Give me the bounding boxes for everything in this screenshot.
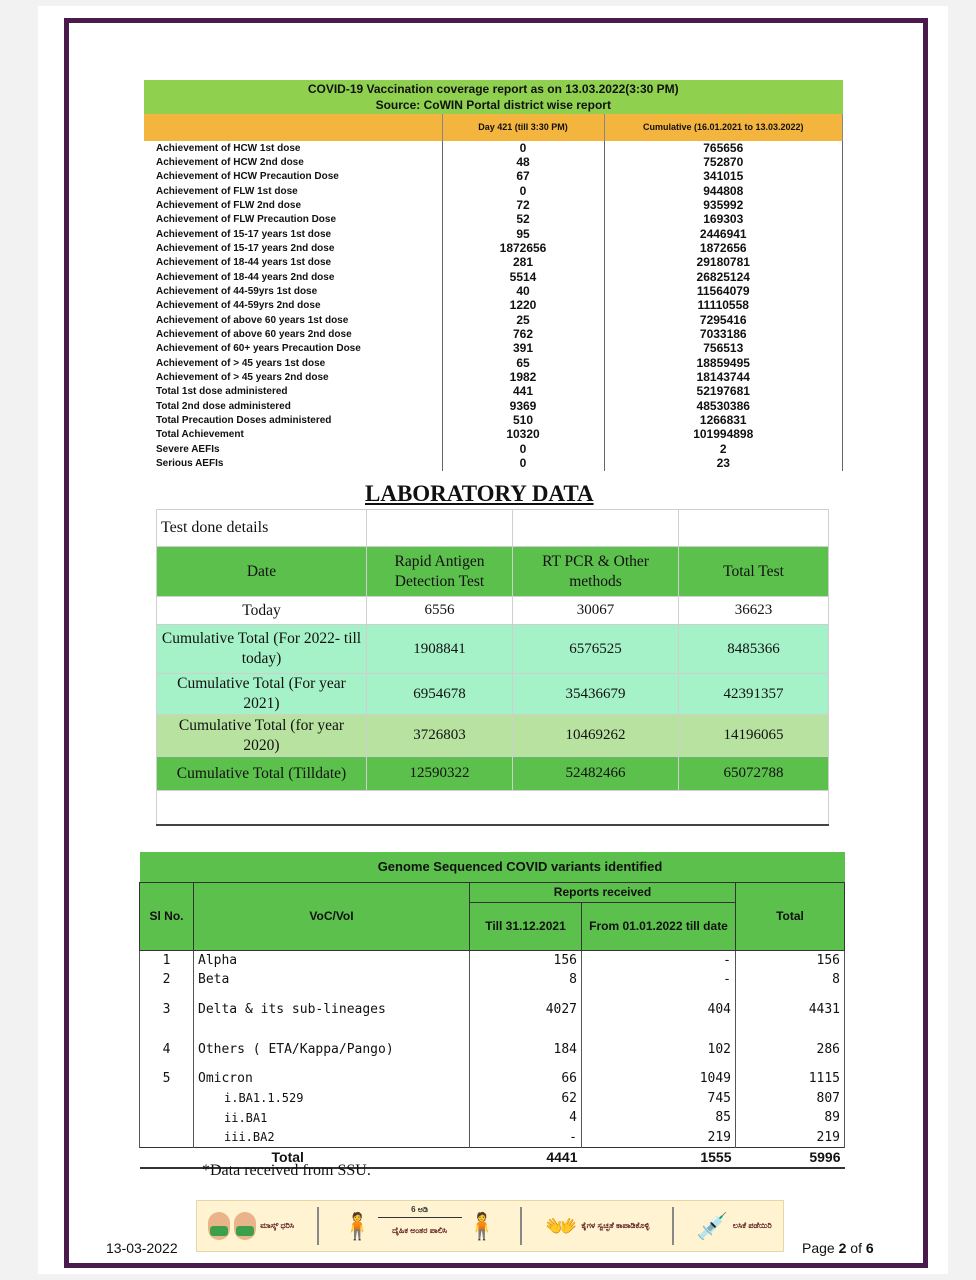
vaccination-row <box>144 299 843 313</box>
genome-table <box>139 852 845 1169</box>
genome-row <box>140 989 845 1029</box>
genome-total-till: 4441 <box>470 1147 582 1168</box>
genome-sl: 5 <box>140 1069 194 1089</box>
vaccination-row <box>144 356 843 370</box>
vaccination-cum-value: 752870 <box>604 155 843 169</box>
genome-variant-name: Alpha <box>194 950 470 970</box>
vaccination-row <box>144 270 843 284</box>
vaccination-day-value: 65 <box>442 356 604 370</box>
vaccination-cum-value: 2 <box>604 442 843 456</box>
person-icon: 🧍 <box>341 1210 374 1241</box>
lab-row <box>157 625 829 674</box>
lab-rtpcr-value: 35436679 <box>513 674 679 715</box>
masked-face-icon <box>208 1212 230 1240</box>
vaccination-row <box>144 414 843 428</box>
genome-variant-name: Delta & its sub-lineages <box>194 989 470 1029</box>
vaccination-day-value: 25 <box>442 313 604 327</box>
vaccination-row-label: Total Achievement <box>144 428 442 442</box>
banner-divider <box>672 1207 674 1245</box>
genome-total-label: Total <box>194 1147 470 1168</box>
vaccination-cum-value: 18859495 <box>604 356 843 370</box>
genome-till-value: 4027 <box>470 989 582 1029</box>
vaccination-row-label: Achievement of FLW Precaution Dose <box>144 213 442 227</box>
lab-row <box>157 757 829 791</box>
lab-rat-value: 12590322 <box>367 757 513 791</box>
genome-total-from: 1555 <box>582 1147 736 1168</box>
lab-row-label: Cumulative Total (For 2022- till today) <box>157 625 367 674</box>
vaccination-day-value: 1982 <box>442 371 604 385</box>
genome-variant-name: Others ( ETA/Kappa/Pango) <box>194 1029 470 1069</box>
person-icon: 🧍 <box>465 1210 498 1241</box>
vaccination-row <box>144 256 843 270</box>
vaccination-row <box>144 399 843 413</box>
genome-row <box>140 1128 845 1148</box>
vaccination-day-value: 48 <box>442 155 604 169</box>
vaccination-title: COVID-19 Vaccination coverage report as on 13.03.2022(3:30 PM) Source: CoWIN Portal district wise report <box>144 80 843 114</box>
distance-segment <box>341 1204 498 1242</box>
genome-total-value: 8 <box>736 970 845 990</box>
genome-row <box>140 970 845 990</box>
lab-header-total: Total Test <box>679 547 829 597</box>
distance-arrow-icon: 6 ಅಡಿ <box>378 1217 462 1218</box>
distance-text: ದೈಹಿಕ ಅಂತರ ಪಾಲಿಸಿ <box>392 1225 448 1235</box>
vaccination-cum-value: 11110558 <box>604 299 843 313</box>
genome-total-value: 4431 <box>736 989 845 1029</box>
genome-total-value: 1115 <box>736 1069 845 1089</box>
lab-row-label: Cumulative Total (Tilldate) <box>157 757 367 791</box>
genome-from-value: - <box>582 970 736 990</box>
genome-total-value: 219 <box>736 1128 845 1148</box>
genome-header-sl: Sl No. <box>140 882 194 950</box>
genome-variant-name: ii.BA1 <box>194 1108 470 1128</box>
vaccination-cum-value: 18143744 <box>604 371 843 385</box>
vaccination-row-label: Severe AEFIs <box>144 442 442 456</box>
vaccination-row <box>144 385 843 399</box>
vaccination-cum-value: 26825124 <box>604 270 843 284</box>
hand-wash-icon: 👐 <box>544 1210 578 1241</box>
vaccination-day-value: 391 <box>442 342 604 356</box>
wash-segment <box>545 1211 649 1242</box>
vaccination-icon: 💉 <box>696 1210 729 1241</box>
vaccination-row <box>144 213 843 227</box>
genome-row <box>140 1108 845 1128</box>
vaccination-cum-value: 48530386 <box>604 399 843 413</box>
genome-total-value: 89 <box>736 1108 845 1128</box>
lab-total-value: 14196065 <box>679 715 829 757</box>
genome-till-value: 184 <box>470 1029 582 1069</box>
genome-total-value: 286 <box>736 1029 845 1069</box>
lab-rat-value: 6954678 <box>367 674 513 715</box>
lab-row <box>157 715 829 757</box>
vaccination-day-value: 10320 <box>442 428 604 442</box>
lab-total-value: 8485366 <box>679 625 829 674</box>
genome-till-value: 62 <box>470 1089 582 1109</box>
vaccination-row <box>144 141 843 155</box>
vaccination-row <box>144 155 843 169</box>
vaccination-day-value: 762 <box>442 327 604 341</box>
mask-segment <box>208 1212 294 1240</box>
lab-total-value: 42391357 <box>679 674 829 715</box>
vaccination-cum-value: 169303 <box>604 213 843 227</box>
banner-divider <box>520 1207 522 1245</box>
vaccination-row-label: Achievement of HCW 2nd dose <box>144 155 442 169</box>
vaccination-source: Source: CoWIN Portal district wise report <box>375 98 611 112</box>
vaccination-row <box>144 342 843 356</box>
genome-from-value: 85 <box>582 1108 736 1128</box>
genome-sl: 3 <box>140 989 194 1029</box>
vaccination-day-value: 510 <box>442 414 604 428</box>
genome-till-value: 66 <box>470 1069 582 1089</box>
lab-row <box>157 597 829 625</box>
vaccination-row-label: Achievement of 15-17 years 2nd dose <box>144 241 442 255</box>
vaccination-row <box>144 227 843 241</box>
vaccination-row-label: Achievement of HCW Precaution Dose <box>144 170 442 184</box>
genome-header-reports: Reports received <box>470 882 736 902</box>
lab-header-rtpcr: RT PCR & Other methods <box>513 547 679 597</box>
vaccination-row-label: Achievement of 60+ years Precaution Dose <box>144 342 442 356</box>
genome-till-value: 4 <box>470 1108 582 1128</box>
vaccination-row-label: Achievement of > 45 years 2nd dose <box>144 371 442 385</box>
genome-header-from: From 01.01.2022 till date <box>582 902 736 950</box>
lab-rtpcr-value: 6576525 <box>513 625 679 674</box>
vaccination-row <box>144 428 843 442</box>
vaccination-row <box>144 371 843 385</box>
vaccination-day-value: 40 <box>442 284 604 298</box>
vaccination-cum-value: 29180781 <box>604 256 843 270</box>
lab-rat-value: 6556 <box>367 597 513 625</box>
vaccination-day-header: Day 421 (till 3:30 PM) <box>442 114 604 141</box>
vaccination-day-value: 5514 <box>442 270 604 284</box>
vaccination-row <box>144 184 843 198</box>
vaccination-row-label: Achievement of above 60 years 1st dose <box>144 313 442 327</box>
vaccination-day-value: 9369 <box>442 399 604 413</box>
lab-caption: Test done details <box>157 510 367 547</box>
genome-row <box>140 1069 845 1089</box>
vaccination-day-value: 1872656 <box>442 241 604 255</box>
vaccination-day-value: 1220 <box>442 299 604 313</box>
genome-sl: 1 <box>140 950 194 970</box>
genome-from-value: 102 <box>582 1029 736 1069</box>
vaccination-day-value: 281 <box>442 256 604 270</box>
vaccine-text: ಲಸಿಕೆ ಪಡೆಯಿರಿ <box>732 1221 772 1230</box>
genome-variant-name: Omicron <box>194 1069 470 1089</box>
lab-table <box>156 509 829 826</box>
vaccination-row <box>144 313 843 327</box>
lab-rtpcr-value: 52482466 <box>513 757 679 791</box>
genome-variant-name: i.BA1.1.529 <box>194 1089 470 1109</box>
genome-from-value: - <box>582 950 736 970</box>
genome-from-value: 745 <box>582 1089 736 1109</box>
genome-variant-name: Beta <box>194 970 470 990</box>
genome-title: Genome Sequenced COVID variants identified <box>140 852 845 882</box>
vaccination-cum-value: 944808 <box>604 184 843 198</box>
wash-text: ಕೈಗಳ ಸ್ವಚ್ಛತೆ ಕಾಪಾಡಿಕೊಳ್ಳಿ <box>581 1221 650 1230</box>
vaccination-cum-value: 101994898 <box>604 428 843 442</box>
genome-total-total: 5996 <box>736 1147 845 1168</box>
vaccination-row-label: Serious AEFIs <box>144 457 442 471</box>
lab-rtpcr-value: 10469262 <box>513 715 679 757</box>
vaccination-cum-value: 1872656 <box>604 241 843 255</box>
vaccination-day-value: 441 <box>442 385 604 399</box>
vaccination-day-value: 0 <box>442 457 604 471</box>
vaccination-cum-value: 23 <box>604 457 843 471</box>
vaccination-cum-value: 341015 <box>604 170 843 184</box>
vaccination-row-label: Total 1st dose administered <box>144 385 442 399</box>
vaccination-row <box>144 198 843 212</box>
lab-rat-value: 1908841 <box>367 625 513 674</box>
vaccination-row <box>144 241 843 255</box>
genome-sl <box>140 1128 194 1148</box>
vaccination-row-label: Achievement of FLW 1st dose <box>144 184 442 198</box>
vaccination-cum-value: 7295416 <box>604 313 843 327</box>
vaccination-row <box>144 327 843 341</box>
genome-row <box>140 1029 845 1069</box>
vaccination-cum-value: 935992 <box>604 198 843 212</box>
page-number: Page 2 of 6 <box>802 1240 874 1256</box>
vaccine-segment <box>696 1211 771 1242</box>
vaccination-cum-value: 52197681 <box>604 385 843 399</box>
genome-sl: 2 <box>140 970 194 990</box>
vaccination-day-value: 72 <box>442 198 604 212</box>
genome-from-value: 1049 <box>582 1069 736 1089</box>
vaccination-row <box>144 170 843 184</box>
lab-row-label: Cumulative Total (For year 2021) <box>157 674 367 715</box>
vaccination-row-label: Achievement of above 60 years 2nd dose <box>144 327 442 341</box>
genome-till-value: 156 <box>470 950 582 970</box>
vaccination-label-header <box>144 114 442 141</box>
vaccination-cum-value: 11564079 <box>604 284 843 298</box>
vaccination-row <box>144 442 843 456</box>
vaccination-cum-value: 7033186 <box>604 327 843 341</box>
lab-rtpcr-value: 30067 <box>513 597 679 625</box>
lab-total-value: 65072788 <box>679 757 829 791</box>
genome-till-value: 8 <box>470 970 582 990</box>
genome-till-value: - <box>470 1128 582 1148</box>
vaccination-day-value: 0 <box>442 442 604 456</box>
genome-from-value: 404 <box>582 989 736 1029</box>
vaccination-row-label: Achievement of 15-17 years 1st dose <box>144 227 442 241</box>
vaccination-row-label: Total 2nd dose administered <box>144 399 442 413</box>
vaccination-day-value: 95 <box>442 227 604 241</box>
covid-appropriate-behaviour-banner <box>196 1200 784 1252</box>
vaccination-day-value: 67 <box>442 170 604 184</box>
genome-sl: 4 <box>140 1029 194 1069</box>
vaccination-table <box>144 80 843 471</box>
vaccination-cum-value: 756513 <box>604 342 843 356</box>
lab-row <box>157 674 829 715</box>
masked-face-icon <box>234 1212 256 1240</box>
vaccination-row-label: Achievement of 18-44 years 2nd dose <box>144 270 442 284</box>
genome-sl <box>140 1108 194 1128</box>
lab-header-rat: Rapid Antigen Detection Test <box>367 547 513 597</box>
genome-variant-name: iii.BA2 <box>194 1128 470 1148</box>
vaccination-cum-value: 2446941 <box>604 227 843 241</box>
lab-total-value: 36623 <box>679 597 829 625</box>
data-source-note: *Data received from SSU. <box>202 1162 371 1179</box>
genome-row <box>140 1089 845 1109</box>
vaccination-cum-value: 765656 <box>604 141 843 155</box>
vaccination-row-label: Total Precaution Doses administered <box>144 414 442 428</box>
genome-header-till: Till 31.12.2021 <box>470 902 582 950</box>
footer-date: 13-03-2022 <box>106 1240 178 1256</box>
genome-header-voc: VoC/VoI <box>194 882 470 950</box>
lab-title: LABORATORY DATA <box>365 481 594 506</box>
genome-from-value: 219 <box>582 1128 736 1148</box>
lab-rat-value: 3726803 <box>367 715 513 757</box>
vaccination-row <box>144 457 843 471</box>
lab-header-date: Date <box>157 547 367 597</box>
mask-text: ಮಾಸ್ಕ್ ಧರಿಸಿ <box>260 1221 295 1230</box>
genome-sl <box>140 1089 194 1109</box>
banner-divider <box>317 1207 319 1245</box>
genome-total-value: 156 <box>736 950 845 970</box>
vaccination-row <box>144 284 843 298</box>
vaccination-day-value: 52 <box>442 213 604 227</box>
vaccination-row-label: Achievement of > 45 years 1st dose <box>144 356 442 370</box>
lab-row-label: Cumulative Total (for year 2020) <box>157 715 367 757</box>
vaccination-cum-value: 1266831 <box>604 414 843 428</box>
vaccination-row-label: Achievement of 44-59yrs 1st dose <box>144 284 442 298</box>
vaccination-row-label: Achievement of 18-44 years 1st dose <box>144 256 442 270</box>
genome-header-total: Total <box>736 882 845 950</box>
vaccination-day-value: 0 <box>442 184 604 198</box>
genome-row <box>140 950 845 970</box>
lab-row-label: Today <box>157 597 367 625</box>
genome-total-value: 807 <box>736 1089 845 1109</box>
vaccination-row-label: Achievement of HCW 1st dose <box>144 141 442 155</box>
vaccination-cum-header: Cumulative (16.01.2021 to 13.03.2022) <box>604 114 843 141</box>
vaccination-row-label: Achievement of FLW 2nd dose <box>144 198 442 212</box>
vaccination-day-value: 0 <box>442 141 604 155</box>
vaccination-row-label: Achievement of 44-59yrs 2nd dose <box>144 299 442 313</box>
